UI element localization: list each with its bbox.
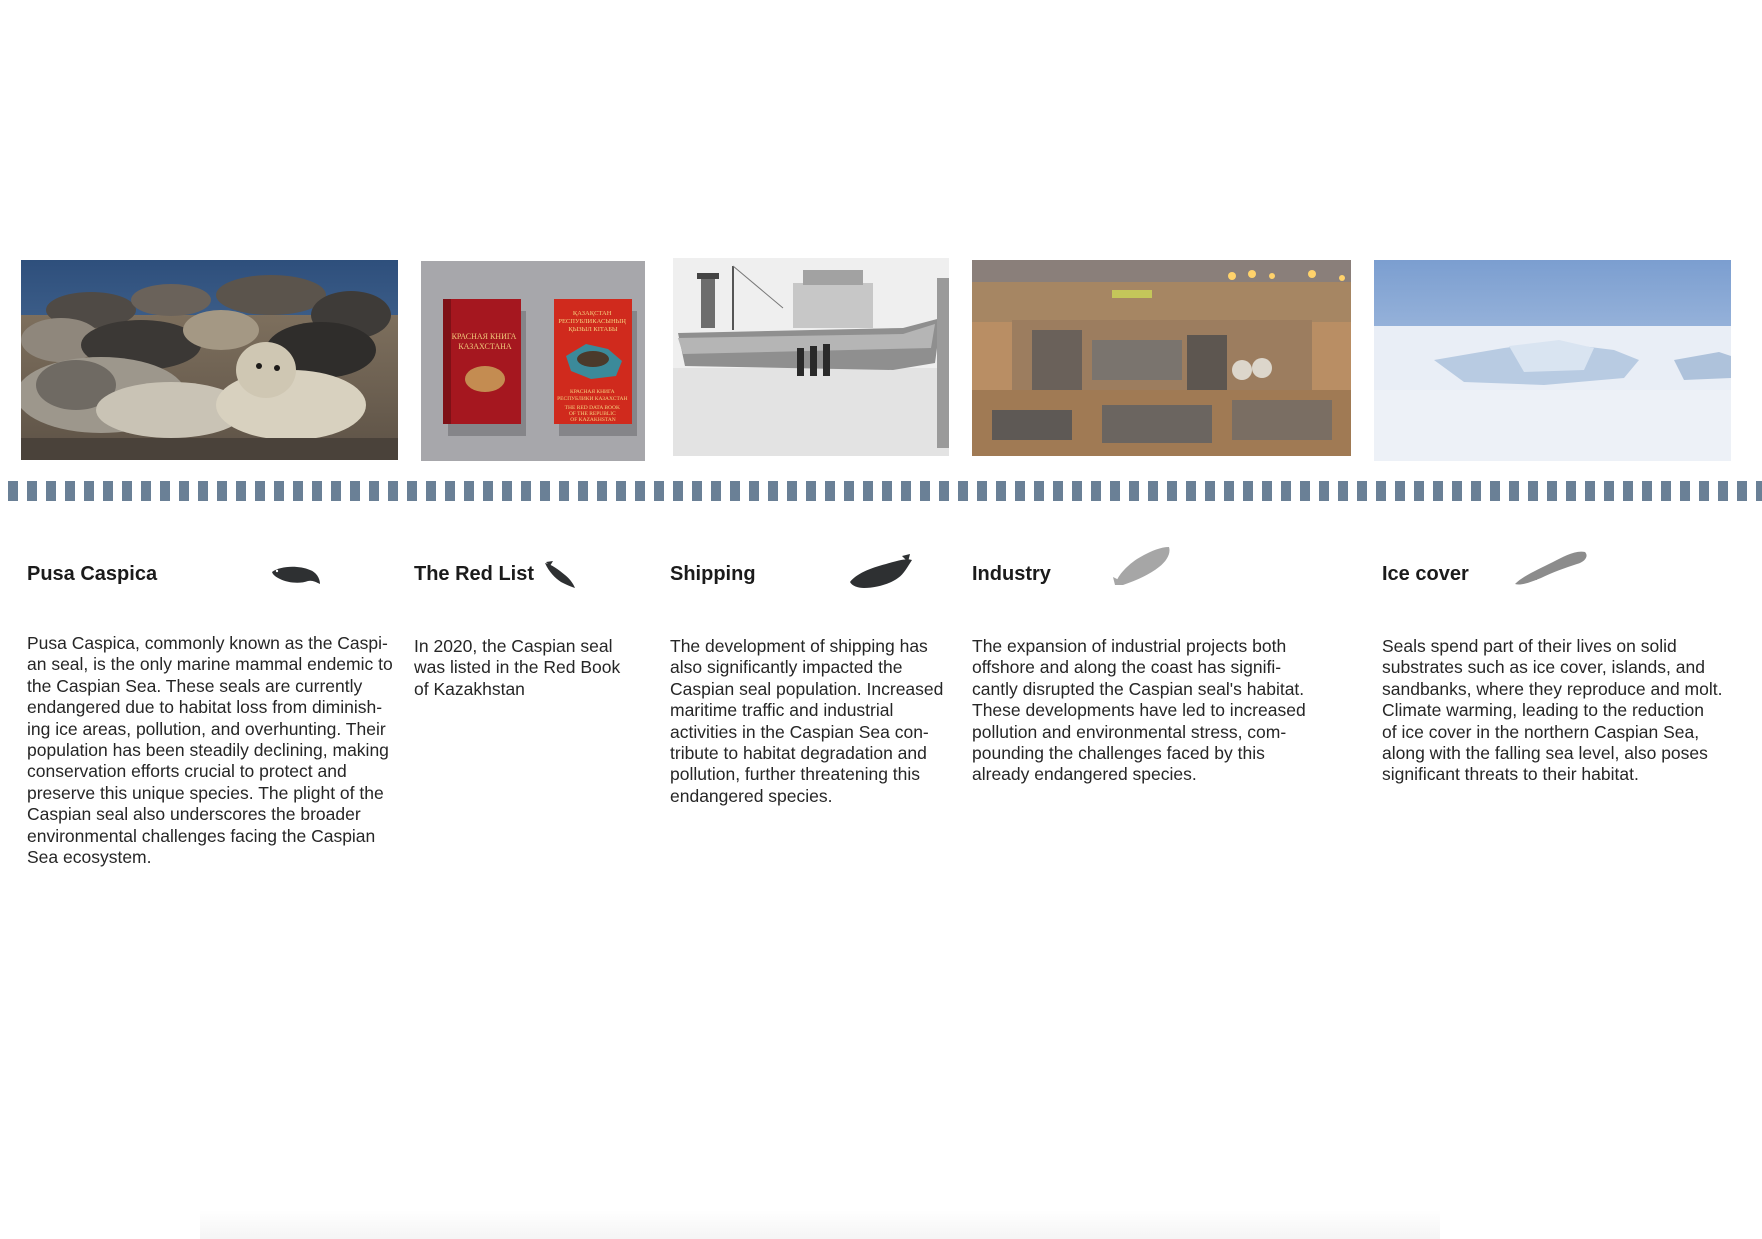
heading-industry: Industry: [972, 563, 1051, 585]
svg-text:КРАСНАЯ КНИГА КАЗАХСТАНА: [452, 332, 519, 351]
timeline-band: [8, 481, 1762, 501]
seals-photo: [21, 260, 398, 460]
svg-text:ҚАЗАҚСТАН РЕСПУБЛИКАСЫНЫ: ҚАЗАҚСТАН РЕСПУБЛИКАСЫНЫҢ ҚЫЗЫЛ КІТАБЫ: [558, 310, 627, 333]
heading-shipping: Shipping: [670, 563, 756, 585]
seal-icon: [1111, 543, 1173, 589]
seal-icon: [1513, 542, 1591, 588]
page-bottom-shadow: [200, 1210, 1440, 1239]
text-red-list: In 2020, the Caspian seal was listed in the Red Book of Kazakhstan: [414, 636, 621, 699]
red-book-photo: [421, 261, 645, 461]
text-shipping: The development of shipping has also significantly impacted the Caspian seal population. Increased maritime traffic and industrial activities in the Caspian Sea con- tribute to habitat degradation and pollution, further threatening this endangered species.: [670, 636, 944, 806]
book-left-title-line: КАЗАХСТАНА: [458, 342, 512, 351]
text-ice-cover: Seals spend part of their lives on solid substrates such as ice cover, islands, and sandbanks, where they reproduce and molt. Climate warming, leading to the reduction of ice cover in the northern Caspian Sea, along with the falling sea level, also poses significant threats to their habitat.: [1382, 636, 1723, 785]
ship-photo: [673, 258, 949, 456]
text-industry: The expansion of industrial projects both offshore and along the coast has signifi- cantly disrupted the Caspian seal's habitat. These developments have led to increased pollution and environmental stress, com- pounding the challenges faced by this already endangered species.: [972, 636, 1306, 785]
svg-text:КРАСНАЯ КНИГА РЕСПУБЛИКИ: КРАСНАЯ КНИГА РЕСПУБЛИКИ КАЗАХСТАН THE RED DATA BOOK OF THE REPUBLIC OF KAZAKHSTAN: [557, 389, 628, 423]
text-pusa-caspica: Pusa Caspica, commonly known as the Caspi- an seal, is the only marine mammal endemic to the Caspian Sea. These seals are currently endangered due to habitat loss from diminish- ing ice areas, pollution, and overhunting. Their population has been steadily declining, making conservation efforts crucial to protect and preserve this unique species. The plight of the Caspian seal also underscores the broader environmental challenges facing the Caspian Sea ecosystem.: [27, 633, 393, 868]
heading-red-list: The Red List: [414, 563, 535, 585]
seal-icon: [543, 560, 577, 590]
seal-icon: [270, 560, 322, 588]
seal-icon: [846, 552, 914, 592]
heading-pusa-caspica: Pusa Caspica: [27, 563, 158, 585]
heading-ice-cover: Ice cover: [1382, 563, 1469, 585]
industry-photo: [972, 260, 1351, 456]
book-left-title-line: КРАСНАЯ КНИГА: [451, 332, 517, 341]
ice-cover-photo: [1374, 260, 1731, 461]
